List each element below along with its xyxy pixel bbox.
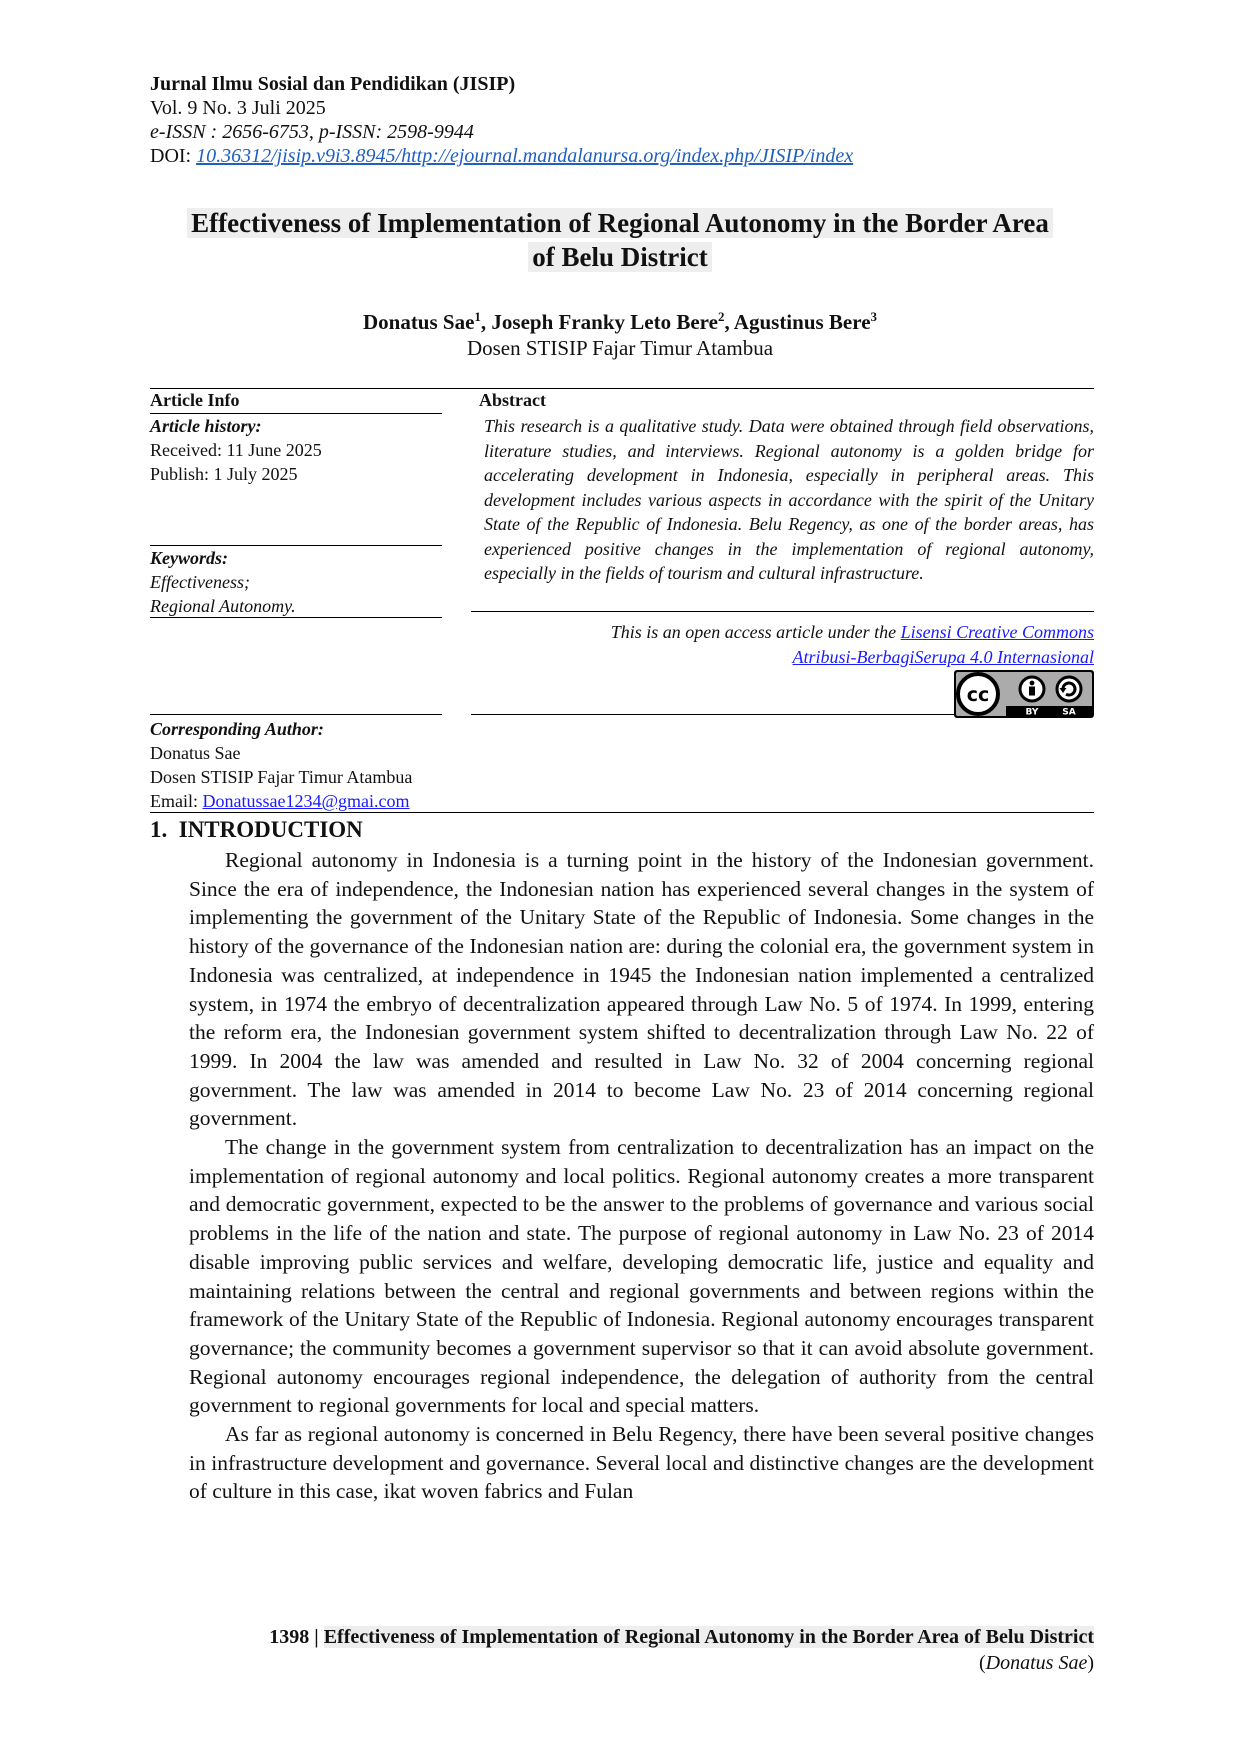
author-3: Agustinus Bere (733, 310, 871, 334)
author-1: Donatus Sae (362, 310, 475, 334)
title-line-2: of Belu District (528, 242, 711, 272)
license-link-2[interactable]: Atribusi-BerbagiSerupa 4.0 Internasional (792, 647, 1094, 667)
cc-by-label: BY (1025, 707, 1039, 718)
cc-by-sa-badge[interactable] (954, 670, 1094, 718)
corresponding-email (150, 789, 412, 813)
keyword-1: Effectiveness; (150, 572, 250, 592)
page-number: 1398 (269, 1626, 310, 1648)
email-label: Email: (150, 791, 203, 811)
doi-label: DOI: (150, 145, 197, 167)
paragraph-2: The change in the government system from centralization to decentralization has an impact on the implementation of regional autonomy and local politics. Regional autonomy creates a more transparent and democratic government, expected to be the answer to the problems of governance and various social problems in the life of the nation and state. The purpose of regional autonomy in Law No. 23 of 2014 disable improving public services and welfare, developing democratic life, justice and equality and maintaining relations between the central and regional governments and between regions within the framework of the Unitary State of the Republic of Indonesia. Regional autonomy encourages transparent governance; the community becomes a government supervisor so that it can avoid absolute government. Regional autonomy encourages regional independence, the delegation of authority from the central government to regional governments for local and special matters. (189, 1135, 1094, 1418)
keyword-2: Regional Autonomy. (150, 596, 296, 616)
footer-title: Effectiveness of Implementation of Regional Autonomy in the Border Area of Belu District (323, 1626, 1094, 1648)
footer-author: Donatus Sae (985, 1652, 1088, 1674)
abstract-heading: Abstract (479, 390, 546, 410)
author-affiliation: Dosen STISIP Fajar Timur Atambua (466, 336, 774, 360)
footer-paren-close: ) (1087, 1652, 1094, 1674)
section-title: INTRODUCTION (178, 817, 363, 842)
title-line-1: Effectiveness of Implementation of Regional Autonomy in the Border Area (187, 208, 1053, 238)
svg-text:cc: cc (966, 684, 990, 706)
article-history (150, 414, 322, 486)
footer-paren-open: ( (978, 1652, 986, 1674)
paragraph-1: Regional autonomy in Indonesia is a turning point in the history of the Indonesian government. Since the era of independence, the Indonesian nation has experienced several changes in the system of implementing the government of the Unitary State of the Republic of Indonesia. Some changes in the history of the governance of the Indonesian nation are: during the colonial era, the government system in Indonesia was centralized, at independence in 1945 the Indonesian nation implemented a centralized system, in 1974 the embryo of decentralization appeared through Law No. 5 of 1974. In 1999, entering the reform era, the Indonesian government system shifted to decentralization through Law No. 22 of 1999. In 2004 the law was amended and resulted in Law No. 32 of 2004 concerning regional government. The law was amended in 2014 to become Law No. 23 of 2014 concerning regional government. (189, 848, 1094, 1131)
author-names (140, 304, 1100, 335)
journal-issn: e-ISSN : 2656-6753, p-ISSN: 2598-9944 (150, 121, 474, 143)
oa-text: This is an open access article under the (610, 622, 901, 642)
article-info-heading: Article Info (150, 390, 240, 410)
journal-volume: Vol. 9 No. 3 Juli 2025 (150, 97, 326, 119)
author-separator: , (724, 310, 734, 334)
journal-name: Jurnal Ilmu Sosial dan Pendidikan (JISIP) (150, 73, 516, 95)
cc-license-icon (954, 670, 1094, 718)
publish-date: Publish: 1 July 2025 (150, 464, 298, 484)
history-label: Article history: (150, 416, 262, 436)
keywords-block (150, 546, 296, 618)
journal-doi (150, 144, 853, 168)
section-number: 1. (150, 817, 168, 842)
corresponding-author (150, 717, 412, 813)
author-2-sup: 2 (717, 309, 725, 324)
section-heading (150, 816, 363, 844)
page-footer (200, 1624, 1094, 1676)
corresponding-rule (150, 714, 442, 715)
corresponding-name: Donatus Sae (150, 743, 241, 763)
keywords-label: Keywords: (150, 548, 228, 568)
cc-sa-label: SA (1062, 707, 1076, 718)
doi-link[interactable]: 10.36312/jisip.v9i3.8945/http://ejournal.mandalanursa.org/index.php/JISIP/index (196, 145, 854, 167)
body-text (189, 846, 1094, 1506)
abstract-bottom-rule (471, 611, 1094, 612)
author-block (140, 304, 1100, 361)
paragraph-3: As far as regional autonomy is concerned in Belu Regency, there have been several positive changes in infrastructure development and governance. Several local and distinctive changes are the development of culture in this case, ikat woven fabrics and Fulan (189, 1422, 1094, 1504)
received-date: Received: 11 June 2025 (150, 440, 322, 460)
top-rule (150, 388, 1094, 389)
author-separator: , (480, 310, 492, 334)
corresponding-label: Corresponding Author: (150, 719, 324, 739)
author-1-sup: 1 (474, 309, 481, 324)
author-2: Joseph Franky Leto Bere (491, 310, 718, 334)
abstract-text: This research is a qualitative study. Data were obtained through field observations, literature studies, and interviews. Regional autonomy is a golden bridge for accelerating development in Indonesia, especially in peripheral areas. This development includes various aspects in accordance with the spirit of the Unitary State of the Republic of Indonesia. Belu Regency, as one of the border areas, has experienced positive changes in the implementation of regional autonomy, especially in the fields of tourism and cultural infrastructure. (484, 416, 1094, 583)
paper-title (140, 206, 1100, 274)
open-access-note (484, 620, 1094, 670)
corresponding-affiliation: Dosen STISIP Fajar Timur Atambua (150, 767, 413, 787)
author-3-sup: 3 (870, 309, 878, 324)
email-link[interactable]: Donatussae1234@gmai.com (202, 791, 410, 811)
footer-separator: | (309, 1626, 324, 1648)
license-link-1[interactable]: Lisensi Creative Commons (900, 622, 1094, 642)
journal-header (150, 72, 853, 168)
